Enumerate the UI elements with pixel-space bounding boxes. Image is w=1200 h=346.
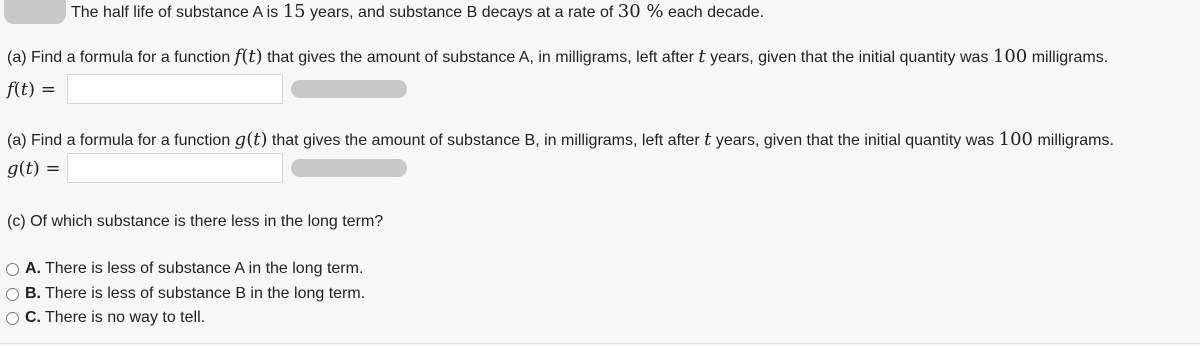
radio-option-c[interactable] xyxy=(6,312,19,325)
question-c: (c) Of which substance is there less in the long term? xyxy=(7,213,384,230)
question-a-substance-a: (a) Find a formula for a function f(t) that gives the amount of substance A, in milligrams, left after t years, given that the initial quantity was 100 milligrams. xyxy=(7,46,1109,67)
redacted-answer-g xyxy=(291,159,407,177)
answer-row-g xyxy=(7,152,283,184)
question-a-substance-b: (a) Find a formula for a function g(t) that gives the amount of substance B, in milligrams, left after t years, given that the initial quantity was 100 milligrams. xyxy=(7,129,1114,150)
option-c[interactable]: C. There is no way to tell. xyxy=(6,307,205,329)
redacted-header xyxy=(4,0,66,24)
redacted-answer-f xyxy=(291,80,407,98)
f-of-t-input[interactable] xyxy=(67,74,283,104)
g-of-t-input[interactable] xyxy=(67,153,283,183)
radio-option-b[interactable] xyxy=(6,288,19,301)
option-b[interactable]: B. There is less of substance B in the long term. xyxy=(6,283,365,305)
radio-option-a[interactable] xyxy=(6,263,19,276)
label-g-of-t: g(t) = xyxy=(7,157,61,179)
problem-intro: The half life of substance A is 15 years, and substance B decays at a rate of 30 % each decade. xyxy=(71,1,765,22)
label-f-of-t: f(t) = xyxy=(7,78,56,100)
answer-row-f xyxy=(7,73,283,105)
option-a[interactable]: A. There is less of substance A in the long term. xyxy=(6,258,363,280)
